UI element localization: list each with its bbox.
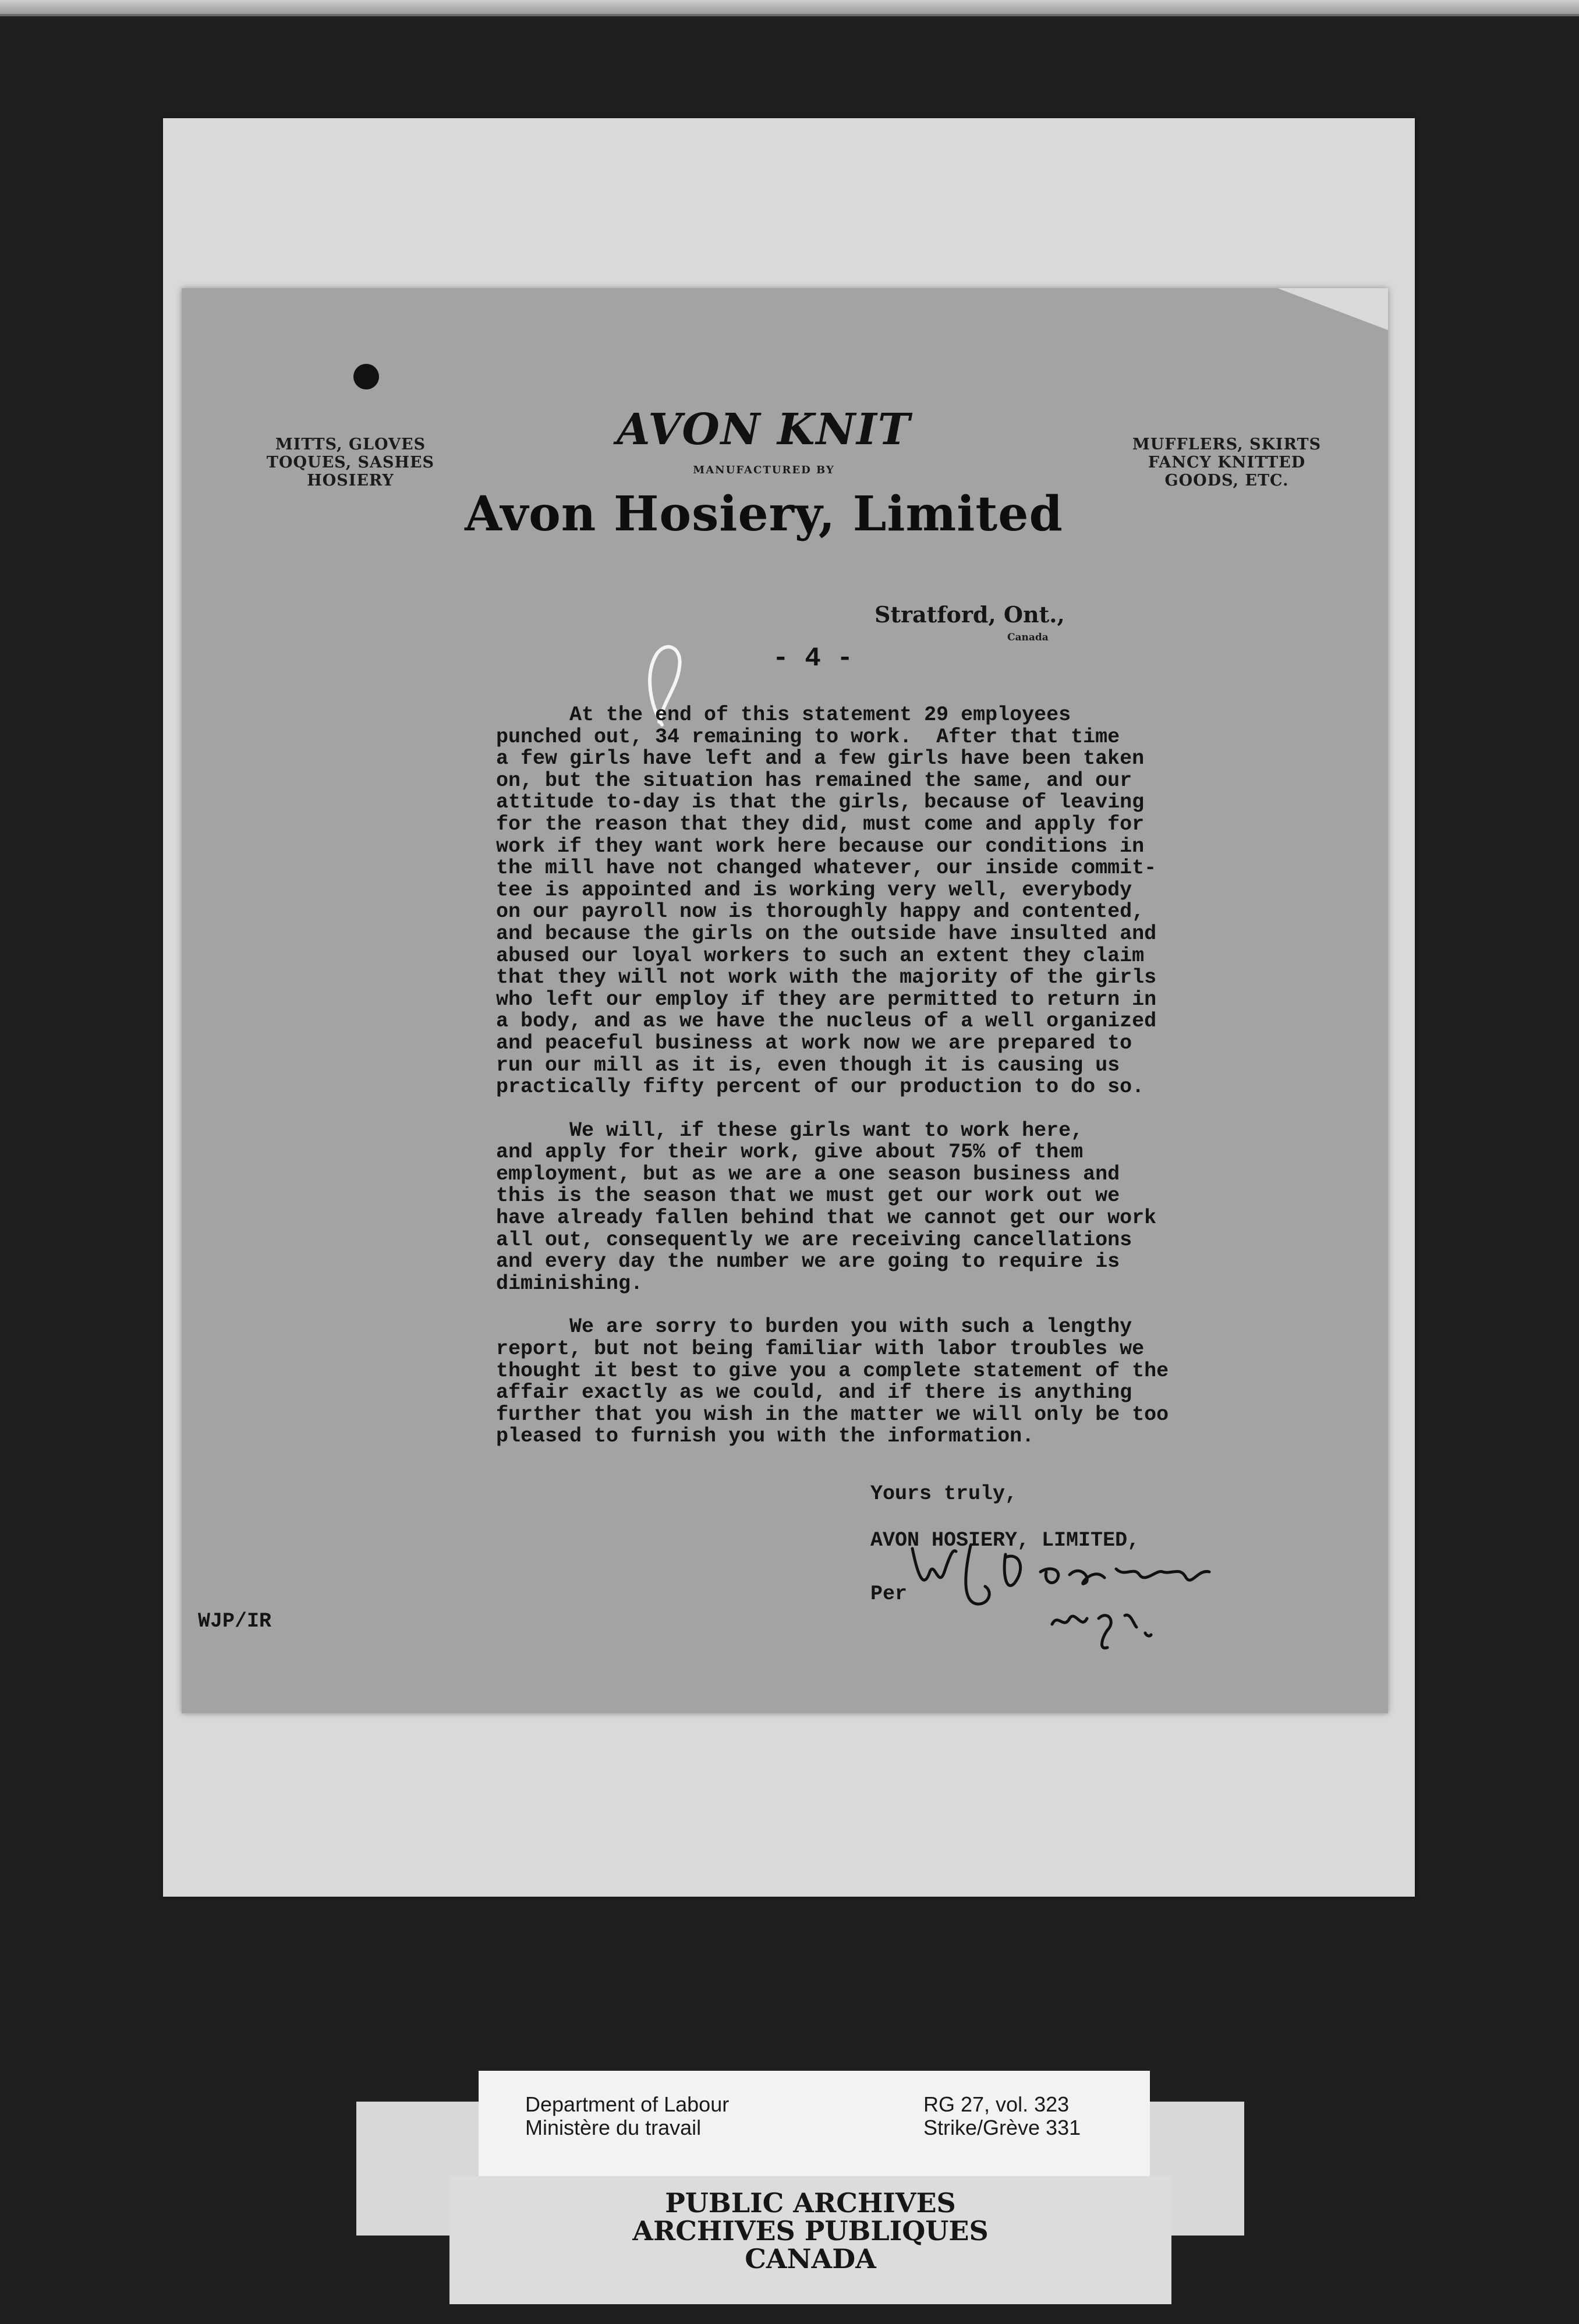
- brand-logo-text: AVON KNIT: [617, 405, 911, 455]
- product-line: TOQUES, SASHES: [266, 454, 435, 472]
- text-line: the mill have not changed whatever, our inside commit-: [496, 856, 1157, 880]
- manufactured-by-label: MANUFACTURED BY: [693, 464, 835, 476]
- text-line: and every day the number we are going to require is: [496, 1250, 1120, 1274]
- reference-block: [923, 2093, 1081, 2139]
- text-line: We are sorry to burden you with such a lengthy: [496, 1315, 1132, 1339]
- product-line: MUFFLERS, SKIRTS: [1132, 435, 1322, 454]
- product-line: GOODS, ETC.: [1164, 472, 1289, 490]
- handwritten-signature: [907, 1537, 1233, 1653]
- text-line: this is the season that we must get our work out we: [496, 1184, 1120, 1208]
- text-line: practically fifty percent of our production to do so.: [496, 1075, 1145, 1099]
- text-line: attitude to-day is that the girls, because of leaving: [496, 791, 1145, 814]
- stamp-line: CANADA: [745, 2243, 876, 2275]
- product-line: HOSIERY: [307, 472, 394, 490]
- typist-initials: WJP/IR: [198, 1610, 272, 1633]
- text-line: and peaceful business at work now we are prepared to: [496, 1031, 1132, 1055]
- text-line: a body, and as we have the nucleus of a well organized: [496, 1009, 1157, 1033]
- department-block: [525, 2093, 729, 2139]
- text-line: We will, if these girls want to work here,: [496, 1118, 1084, 1142]
- text-line: on, but the situation has remained the same, and our: [496, 768, 1132, 792]
- punch-hole: [353, 364, 379, 389]
- folded-corner: [1277, 288, 1388, 330]
- record-group: RG 27, vol. 323: [923, 2092, 1070, 2116]
- text-line: for the reason that they did, must come and apply for: [496, 812, 1145, 836]
- text-line: affair exactly as we could, and if there is anything: [496, 1381, 1132, 1405]
- text-line: on our payroll now is thoroughly happy and contented,: [496, 900, 1145, 924]
- text-line: punched out, 34 remaining to work. After that time: [496, 725, 1120, 749]
- stamp-line: PUBLIC ARCHIVES: [665, 2187, 956, 2219]
- text-line: that they will not work with the majority of the girls: [496, 966, 1157, 990]
- text-line: run our mill as it is, even though it is causing us: [496, 1053, 1120, 1077]
- text-line: tee is appointed and is working very well, everybody: [496, 878, 1132, 902]
- letterhead-left-products: [254, 435, 447, 490]
- stamp-text: [449, 2189, 1171, 2273]
- letterhead-country: Canada: [1007, 632, 1049, 643]
- text-line: a few girls have left and a few girls have been taken: [496, 747, 1145, 771]
- text-line: work if they want work here because our conditions in: [496, 834, 1145, 858]
- text-line: further that you wish in the matter we will only be too: [496, 1402, 1169, 1426]
- paragraph: [496, 1120, 1311, 1295]
- closing-company: AVON HOSIERY, LIMITED,: [870, 1528, 1140, 1552]
- product-line: FANCY KNITTED: [1148, 454, 1306, 472]
- paragraph: [496, 1316, 1311, 1448]
- film-edge-strip: [0, 0, 1579, 16]
- paragraph: [496, 704, 1311, 1099]
- archive-reference-card: [479, 2071, 1150, 2180]
- page-number: - 4 -: [773, 643, 854, 674]
- letter-page: [182, 288, 1388, 1713]
- text-line: abused our loyal workers to such an extent they claim: [496, 944, 1145, 968]
- text-line: have already fallen behind that we cannot get our work: [496, 1206, 1157, 1230]
- text-line: pleased to furnish you with the information.: [496, 1425, 1035, 1448]
- text-line: and because the girls on the outside have insulted and: [496, 922, 1157, 945]
- strike-number: Strike/Grève 331: [923, 2116, 1081, 2139]
- letterhead-right-products: [1131, 435, 1323, 490]
- salutation: Yours truly,: [870, 1482, 1018, 1505]
- archives-stamp: [449, 2176, 1171, 2304]
- text-line: At the end of this statement 29 employees: [496, 703, 1071, 727]
- text-line: thought it best to give you a complete statement of the: [496, 1359, 1169, 1383]
- department-fr: Ministère du travail: [525, 2116, 702, 2139]
- department-en: Department of Labour: [525, 2092, 730, 2116]
- text-line: diminishing.: [496, 1271, 643, 1295]
- text-line: all out, consequently we are receiving cancellations: [496, 1228, 1132, 1252]
- text-line: who left our employ if they are permitted to return in: [496, 987, 1157, 1011]
- text-line: and apply for their work, give about 75% of them: [496, 1140, 1084, 1164]
- stamp-line: ARCHIVES PUBLIQUES: [632, 2215, 989, 2247]
- letterhead-city: Stratford, Ont.,: [875, 601, 1065, 628]
- company-name: Avon Hosiery, Limited: [465, 486, 1063, 542]
- letter-body: [496, 704, 1311, 1448]
- text-line: report, but not being familiar with labor troubles we: [496, 1337, 1145, 1361]
- product-line: MITTS, GLOVES: [275, 435, 426, 454]
- per-label: Per: [870, 1582, 908, 1606]
- text-line: employment, but as we are a one season business and: [496, 1162, 1120, 1186]
